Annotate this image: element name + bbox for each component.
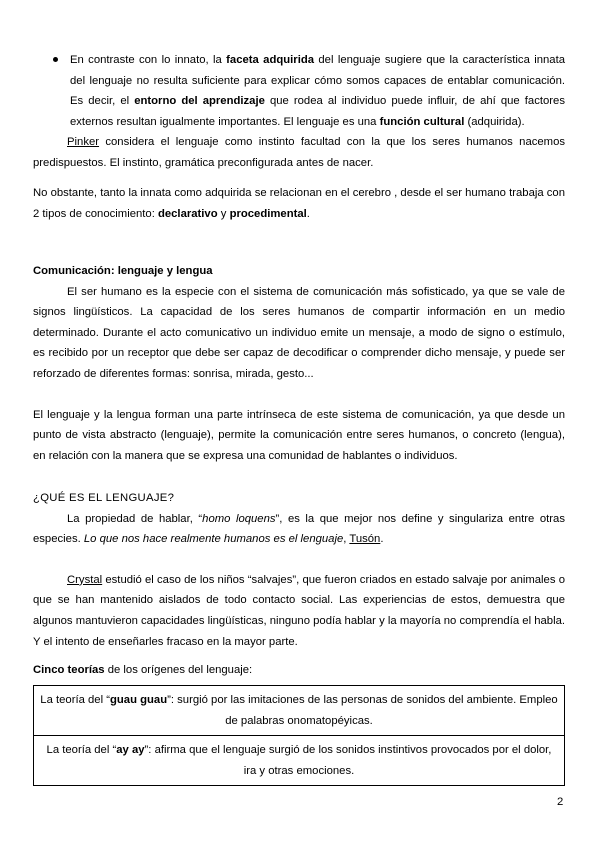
comunicacion-paragraph-1: El ser humano es la especie con el sistema de comunicación más sofisticado, ya que se vale de signos lingüísticos. La capacidad de los seres humanos de compartir información en un medio determinado. Durante el acto comunicativo un individuo emite un mensaje, a modo de signo o estímulo, es recibido por un receptor que debe ser capaz de decodificar o comprender dicho mensaje, y puede ser reforzado de diferentes formas: sonrisa, mirada, gesto... <box>33 285 565 380</box>
bullet-icon <box>53 57 58 62</box>
cinco-teorias-term: Cinco teorías <box>33 664 105 676</box>
faceta-adquirida-text: En contraste con lo innato, la faceta adquirida del lenguaje sugiere que la característica innata del lenguaje no resulta suficiente para explicar cómo somos capaces de entablar comunicación. Es decir, el entorno del aprendizaje que rodea al individuo puede influir, de ahí que factores externos resultan igualmente importantes. El lenguaje es una función cultural (adquirida). <box>70 54 565 128</box>
entorno-term: entorno del aprendizaje <box>134 95 265 108</box>
procedimental-term: procedimental <box>229 207 307 220</box>
homo-loquens-term: homo loquens <box>202 512 276 525</box>
theory-ay-ay: La teoría del “ay ay”: afirma que el lenguaje surgió de los sonidos instintivos provocados por el dolor, ira y otras emociones. <box>34 736 565 786</box>
declarativo-term: declarativo <box>157 207 218 220</box>
que-es-heading: ¿QUÉ ES EL LENGUAJE? <box>33 492 175 504</box>
theories-table <box>33 685 565 786</box>
page-number: 2 <box>557 796 564 808</box>
bullet-paragraph <box>33 50 565 174</box>
theory-guau-guau: La teoría del “guau guau”: surgió por las imitaciones de las personas de sonidos del ambiente. Empleo de palabras onomatopéyicas. <box>34 686 565 736</box>
tuson-quote: Lo que nos hace realmente humanos es el lenguaje <box>83 533 344 546</box>
comunicacion-paragraph-2: El lenguaje y la lengua forman una parte intrínseca de este sistema de comunicación, ya que desde un punto de vista abstracto (lenguaje), permite la comunicación entre seres humanos, o concreto (lengua), en relación con la manera que se expresa una comunidad de hablantes o individuos. <box>33 408 565 462</box>
table-row <box>34 686 565 736</box>
tuson-author: Tusón <box>349 533 381 546</box>
crystal-paragraph: Crystal estudió el caso de los niños “salvajes”, que fueron criados en estado salvaje por animales o que se han mantenido aislados de todo contacto social. Las experiencias de estos, demuestra que algunos mantuvieron capacidades lingüísticas, ninguno podía hablar y la mayoría no comprendía el habla. Y el intento de enseñarles fracaso en la mayor parte. <box>33 573 565 648</box>
faceta-adquirida-term: faceta adquirida <box>226 54 315 66</box>
comunicacion-heading: Comunicación: lenguaje y lengua <box>33 265 213 277</box>
crystal-author: Crystal <box>67 573 103 586</box>
que-es-paragraph: La propiedad de hablar, “homo loquens”, es la que mejor nos define y singulariza entre otras especies. Lo que nos hace realmente humanos es el lenguaje, Tusón. <box>33 512 565 546</box>
pinker-author: Pinker <box>67 136 100 149</box>
que-es-section <box>33 488 565 652</box>
pinker-paragraph: Pinker considera el lenguaje como instinto facultad con la que los seres humanos nacemos predispuestos. El instinto, gramática preconfigurada antes de nacer. <box>33 136 565 169</box>
no-obstante-paragraph: No obstante, tanto la innata como adquirida se relacionan en el cerebro , desde el ser humano trabaja con 2 tipos de conocimiento: declarativo y procedimental. <box>33 187 565 220</box>
funcion-cultural-term: función cultural <box>379 115 465 128</box>
cinco-teorias-intro: Cinco teorías de los orígenes del lenguaje: <box>33 664 253 676</box>
table-row <box>34 736 565 786</box>
comunicacion-section <box>33 261 565 466</box>
